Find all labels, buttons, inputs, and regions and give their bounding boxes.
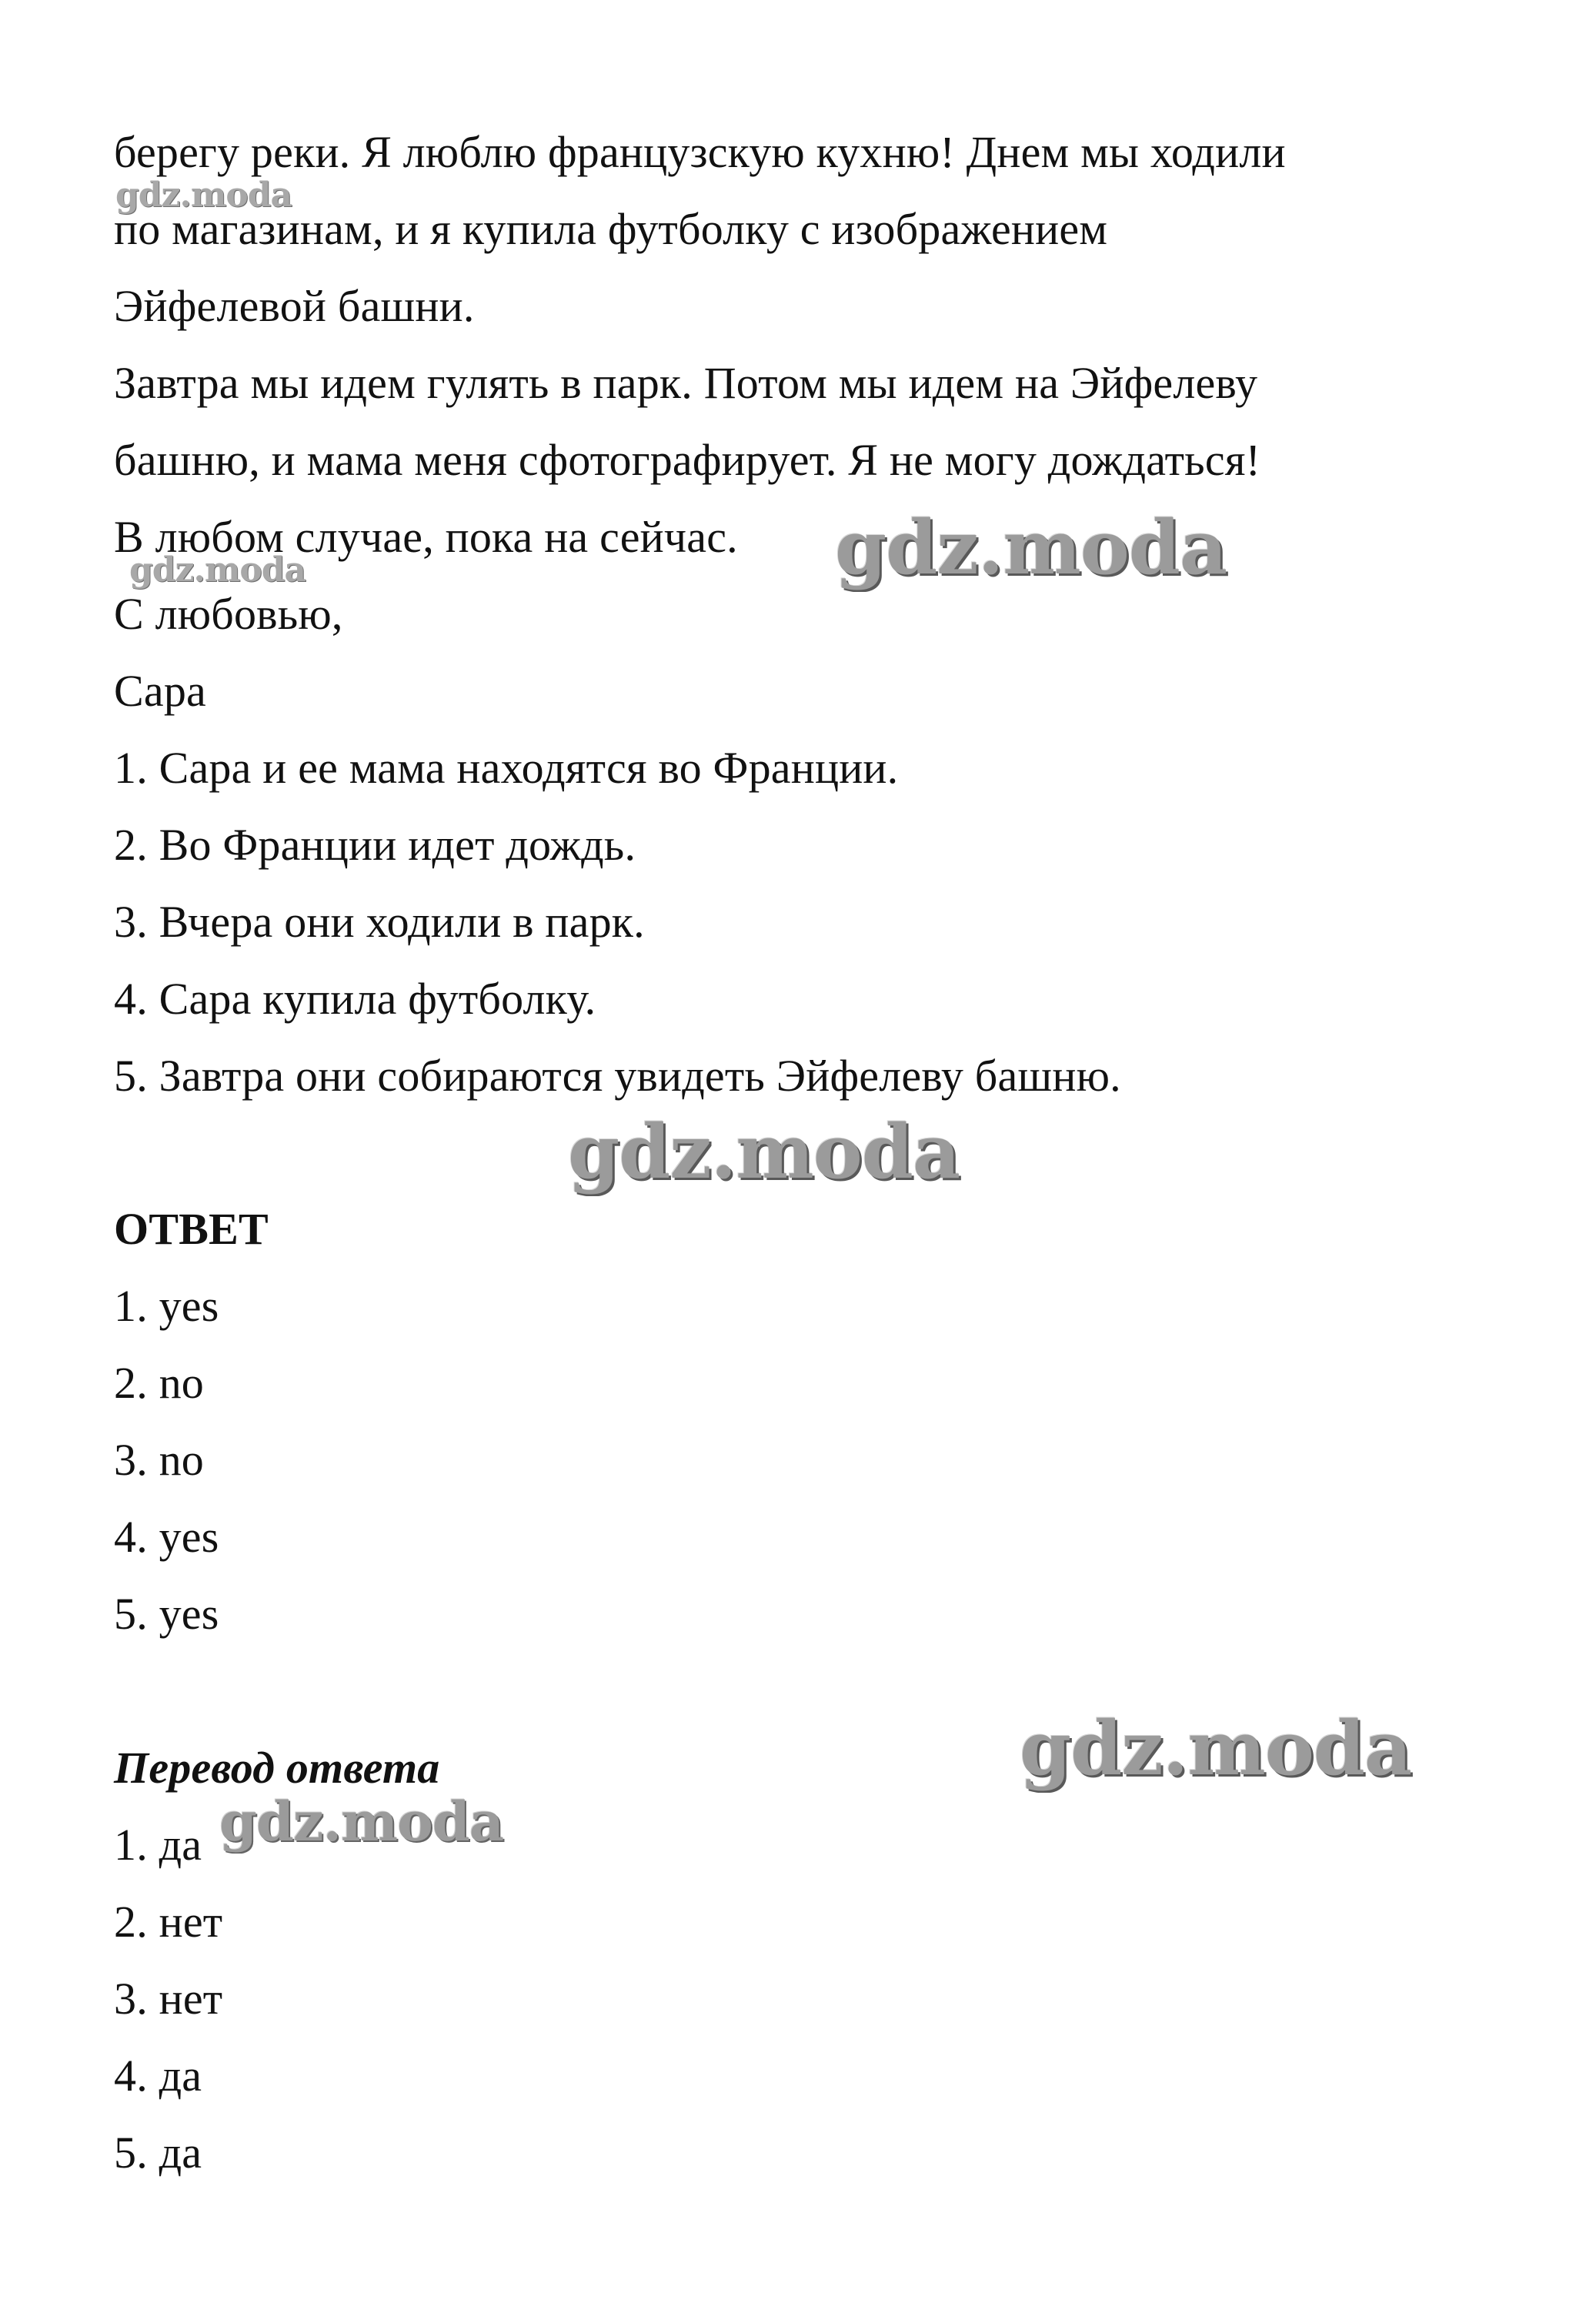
letter-signature: Сара: [114, 666, 206, 716]
watermark: gdz.moda: [115, 176, 292, 215]
translation-item: 4. да: [114, 2051, 202, 2101]
answer-item: 5. yes: [114, 1589, 219, 1639]
answer-item: 1. yes: [114, 1281, 219, 1331]
translation-item: 3. нет: [114, 1974, 223, 2024]
letter-closing: С любовью,: [114, 589, 343, 639]
answer-heading: ОТВЕТ: [114, 1204, 269, 1254]
watermark: gdz.moda: [568, 1108, 960, 1195]
statement-item: 3. Вчера они ходили в парк.: [114, 897, 645, 947]
translation-item: 1. да: [114, 1820, 202, 1870]
translation-item: 5. да: [114, 2128, 202, 2178]
statement-item: 1. Сара и ее мама находятся во Франции.: [114, 743, 899, 793]
statement-item: 4. Сара купила футболку.: [114, 974, 596, 1024]
watermark: gdz.moda: [219, 1790, 504, 1854]
statement-item: 2. Во Франции идет дождь.: [114, 820, 636, 870]
answer-item: 2. no: [114, 1358, 204, 1408]
answer-item: 3. no: [114, 1435, 204, 1485]
watermark: gdz.moda: [835, 504, 1227, 591]
letter-line: В любом случае, пока на сейчас.: [114, 512, 738, 562]
answer-item: 4. yes: [114, 1512, 219, 1562]
translation-heading: Перевод ответа: [114, 1743, 440, 1793]
watermark: gdz.moda: [129, 550, 306, 590]
letter-line: башню, и мама меня сфотографирует. Я не могу дождаться!: [114, 435, 1261, 485]
statement-item: 5. Завтра они собираются увидеть Эйфелеву башню.: [114, 1051, 1121, 1101]
letter-line: по магазинам, и я купила футболку с изображением: [114, 204, 1108, 254]
letter-line: Завтра мы идем гулять в парк. Потом мы идем на Эйфелеву: [114, 358, 1258, 408]
letter-line: берегу реки. Я люблю французскую кухню! Днем мы ходили: [114, 127, 1286, 177]
letter-line: Эйфелевой башни.: [114, 281, 475, 331]
translation-item: 2. нет: [114, 1897, 223, 1947]
watermark: gdz.moda: [1020, 1705, 1412, 1792]
